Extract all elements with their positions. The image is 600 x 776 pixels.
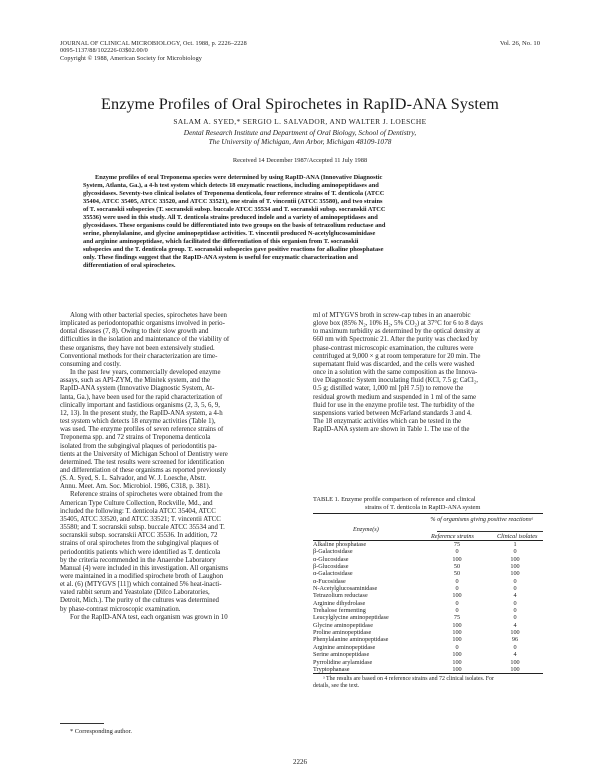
volume-label: Vol. 26, No. 10 (499, 40, 540, 47)
text-line: phase-contrast microscopic examination, the cultures were (313, 344, 474, 352)
text-line: strains of oral spirochetes from the subgingival plaques of (60, 540, 219, 548)
journal-citation: JOURNAL OF CLINICAL MICROBIOLOGY, Oct. 1988, p. 2226–2228 (60, 40, 247, 47)
text-line: were maintained in a modified spirochete broth of Laughon (60, 573, 224, 580)
reference-value: 100 (452, 555, 462, 563)
clinical-value: 100 (510, 570, 520, 578)
clinical-value: 4 (513, 651, 517, 659)
clinical-value: 0 (513, 614, 517, 622)
text-line: and arginine aminopeptidase, which facilitated the differentiation of this organism from T. socranskii (83, 237, 359, 245)
table-row (313, 659, 543, 666)
text-line: glycosidases. These organisms could be differentiated into two groups on the basis of tetrazolium reductase and (83, 221, 386, 229)
clinical-value: 100 (510, 658, 520, 666)
text-line: lanta, Ga.), have been used for the rapid characterization of (60, 393, 223, 401)
enzyme-name: α-Glucosidase (313, 555, 349, 563)
text-line: 12, 13). In the present study, the RapID-ANA system, a 4-h (60, 409, 223, 417)
enzyme-name: Glycine aminopeptidase (313, 621, 373, 629)
body-column-right (313, 312, 543, 434)
text-line: tive Diagnostic System inoculating fluid (KCl, 7.5 g; CaCl₂, (313, 377, 478, 385)
article-title: Enzyme Profiles of Oral Spirochetes in RapID-ANA System (101, 95, 499, 113)
reference-value: 100 (452, 658, 462, 666)
reference-value: 0 (455, 548, 459, 556)
reference-value: 75 (453, 614, 461, 622)
enzyme-name: Serine aminopeptidase (313, 651, 370, 659)
clinical-value: 96 (511, 636, 519, 644)
table-footnote (313, 674, 543, 690)
table-row (313, 607, 543, 614)
text-line: included the following: T. denticola ATCC 35404, ATCC (60, 507, 216, 515)
text-line: Treponema spp. and 72 strains of Treponema denticola (60, 434, 211, 442)
text-line: RapID-ANA system are shown in Table 1. The use of the (313, 426, 470, 434)
table-caption (313, 496, 543, 511)
enzyme-name: Pyrrolidine arylamidase (313, 658, 373, 666)
text-line: test system which detects 18 enzyme activities (Table 1), (60, 418, 216, 426)
reference-value: 100 (452, 621, 462, 629)
table-caption-line: strains of T. denticola in RapID-ANA system (365, 503, 481, 511)
reference-value: 100 (452, 592, 462, 600)
corresponding-author-note: * Corresponding author. (70, 728, 132, 735)
text-line: 0.5 g; distilled water, 1,000 ml [pH 7.5]) to remove the (313, 385, 464, 393)
text-line: Conventional methods for their characterization are time- (60, 352, 218, 360)
text-line: ml of MTYGVS broth in screw-cap tubes in an anaerobic (313, 312, 471, 319)
reference-value: 75 (453, 541, 461, 548)
enzyme-name: α-Fucosidase (313, 577, 346, 585)
text-line: only. These findings suggest that the RapID-ANA system is useful for enzymatic characterization and (83, 253, 358, 261)
affiliation (0, 129, 600, 146)
enzyme-name: Arginine aminopeptidase (313, 643, 376, 651)
footnote-rule (60, 723, 104, 724)
text-line: of T. socranskii subspecies (T. socranskii subsp. buccale ATCC 35534 and T. socranskii subsp. socranskii ATCC (83, 205, 386, 213)
text-line: For the RapID-ANA test, each organism was grown in 10 (70, 613, 228, 621)
table-row (313, 666, 543, 673)
abstract (83, 174, 519, 270)
text-line: 660 nm with Spectronic 21. After the purity was checked by (313, 336, 478, 344)
text-line: glove box (85% N₂, 10% H₂, 5% CO₂) at 37°C for 6 to 8 days (313, 320, 483, 328)
clinical-value: 4 (513, 592, 517, 600)
clinical-value: 100 (510, 563, 520, 571)
enzyme-name: Proline aminopeptidase (313, 629, 372, 637)
text-line: supernatant fluid was discarded, and the cells were washed (313, 360, 475, 368)
text-line: these organisms, they have not been extensively studied. (60, 344, 215, 352)
text-line: 35405, ATCC 33520, and ATCC 33521; T. vincentii ATCC (60, 515, 221, 523)
table-row (313, 578, 543, 585)
enzyme-name: Tryptophanase (313, 665, 350, 673)
clinical-value: 0 (513, 577, 517, 585)
table-row (313, 548, 543, 555)
enzyme-name: β-Galactosidase (313, 548, 353, 556)
text-line: centrifuged at 9,000 × g at room temperature for 20 min. The (313, 352, 481, 360)
text-line: isolated from the subgingival plaques of periodontitis pa- (60, 442, 217, 450)
enzyme-name: α-Galactosidase (313, 570, 353, 578)
affiliation-line: The University of Michigan, Ann Arbor, Michigan 48109-1078 (208, 136, 392, 146)
page-number: 2226 (293, 758, 307, 766)
copyright-line: Copyright © 1988, American Society for Microbiology (60, 54, 202, 62)
text-line: dontal diseases (7, 8). Owing to their slow growth and (60, 328, 209, 336)
table-row (313, 636, 543, 643)
table-row (313, 629, 543, 636)
clinical-value: 4 (513, 621, 517, 629)
text-line: glycosidases. Seventy-two clinical isolates of Treponema denticola, four reference strains of T. denticola (ATCC (83, 189, 385, 197)
text-line: assays, such as API-ZYM, the Minitek system, and the (60, 377, 210, 385)
table-footnote-line: details, see the text. (313, 683, 360, 690)
text-line: System, Atlanta, Ga.), a 4-h test system which detects 18 enzymatic reactions, including aminopeptidases and (83, 181, 379, 189)
text-line: 35580; and T. socranskii subsp. buccale ATCC 35534 and T. (60, 524, 225, 532)
text-line: suspensions varied between McFarland standards 3 and 4. (313, 409, 472, 417)
reference-value: 50 (453, 570, 461, 578)
text-line: Along with other bacterial species, spirochetes have been (70, 312, 227, 319)
text-line: 35536) were used in this study. All T. denticola strains produced indole and a variety of aminopeptidases and (83, 213, 378, 221)
table-footnote-line: ᵃ The results are based on 4 reference strains and 72 clinical isolates. For (323, 676, 494, 683)
enzyme-name: Arginine dihydrolase (313, 599, 366, 607)
text-line: socranskii subsp. socranskii ATCC 35536. In addition, 72 (60, 532, 218, 540)
reference-value: 0 (455, 599, 459, 607)
table-row (313, 541, 543, 548)
table-row (313, 600, 543, 607)
text-line: Manual (4) were included in this investigation. All organisms (60, 564, 229, 572)
body-column-left (60, 312, 296, 622)
text-line: tients at the University of Michigan School of Dentistry were (60, 450, 228, 458)
enzyme-name: Trehalose fermenting (313, 607, 366, 615)
text-line: In the past few years, commercially developed enzyme (70, 369, 221, 377)
clinical-value: 0 (513, 548, 517, 556)
enzyme-table (313, 513, 543, 690)
text-line: difficulties in the isolation and maintenance of the viability of (60, 336, 230, 344)
text-line: consuming and costly. (60, 360, 121, 368)
clinical-value: 0 (513, 599, 517, 607)
header-subrule (437, 531, 543, 532)
table-header (313, 514, 543, 540)
table-body (313, 541, 543, 673)
text-line: was used. The enzyme profiles of seven reference strains of (60, 426, 224, 434)
table-row (313, 651, 543, 658)
text-line: by the criteria recommended in the Anaerobe Laboratory (60, 556, 216, 564)
clinical-value: 0 (513, 585, 517, 593)
reference-value: 0 (455, 643, 459, 651)
reference-value: 0 (455, 585, 459, 593)
column-header-span: % of organisms giving positive reactionsᵃ (430, 516, 534, 523)
enzyme-name: Leucylglycine aminopeptidase (313, 614, 389, 622)
text-line: clinically important and fastidious organisms (2, 3, 5, 6, 9, (60, 401, 220, 409)
text-line: determined. The test results were screened for identification (60, 458, 225, 466)
table-row (313, 563, 543, 570)
text-line: implicated as periodontopathic organisms involved in perio- (60, 320, 225, 328)
received-dates: Received 14 December 1987/Accepted 11 July 1988 (232, 157, 368, 164)
reference-value: 0 (455, 607, 459, 615)
table-row (313, 644, 543, 651)
reference-value: 100 (452, 636, 462, 644)
clinical-value: 100 (510, 665, 520, 673)
table-caption-line: TABLE 1. Enzyme profile comparison of reference and clinical (313, 496, 476, 503)
text-line: The 18 enzymatic activities which can be tested in the (313, 418, 462, 426)
reference-value: 100 (452, 665, 462, 673)
column-header-clinical: Clinical isolates (497, 533, 538, 540)
text-line: Annu. Meet. Am. Soc. Microbiol. 1986, C318, p. 381). (60, 483, 211, 491)
text-line: (S. A. Syed, S. L. Salvador, and W. J. Loesche, Abstr. (60, 475, 207, 483)
text-line: subspecies and the T. denticola group. T. socranskii subspecies gave positive reactions for alkaline phosphatase (83, 245, 384, 253)
text-line: 35404, ATCC 35405, ATCC 33520, and ATCC 33521), one strain of T. vincentii (ATCC 35580), and two strains (83, 197, 383, 205)
enzyme-name: N-Acetylglucosaminidase (313, 585, 378, 593)
reference-value: 0 (455, 577, 459, 585)
table-row (313, 585, 543, 592)
text-line: once in a solution with the same composition as the Innova- (313, 369, 478, 377)
clinical-value: 1 (513, 541, 517, 548)
affiliation-line: Dental Research Institute and Department of Oral Biology, School of Dentistry, (183, 128, 417, 137)
article-code: 0095-1137/88/102226-03$02.00/0 (60, 47, 148, 55)
text-line: RapID-ANA system (Innovative Diagnostic System, At- (60, 385, 215, 393)
text-line: American Type Culture Collection, Rockville, Md., and (60, 499, 213, 507)
text-line: Detroit, Mich.). The purity of the cultures was determined (60, 597, 219, 605)
column-header-enzyme: Enzyme(s) (353, 526, 379, 533)
clinical-value: 0 (513, 643, 517, 651)
text-line: serine, phenylalanine, and glycine aminopeptidase activities. T. vincentii produced N-acetylglucosaminidase (83, 229, 376, 237)
text-line: and differentiation of these organisms as reported previously (60, 466, 227, 474)
enzyme-name: Tetrazolium reductase (313, 592, 368, 600)
running-header (60, 40, 247, 62)
table-row (313, 570, 543, 577)
table-row (313, 622, 543, 629)
text-line: by phase-contrast microscopic examination. (60, 605, 181, 613)
table-row (313, 556, 543, 563)
reference-value: 100 (452, 629, 462, 637)
clinical-value: 100 (510, 629, 520, 637)
text-line: et al. (6) (MTYGVS [11]) which contained 5% heat-inacti- (60, 581, 222, 589)
text-line: Enzyme profiles of oral Treponema species were determined by using RapID-ANA (Innovative Diagnostic (95, 174, 383, 181)
table-row (313, 614, 543, 621)
enzyme-name: β-Glucosidase (313, 563, 349, 571)
reference-value: 100 (452, 651, 462, 659)
author-list: SALAM A. SYED,* SERGIO L. SALVADOR, AND WALTER J. LOESCHE (173, 117, 427, 126)
reference-value: 50 (453, 563, 461, 571)
column-header-reference: Reference strains (431, 533, 474, 540)
text-line: periodontitis patients which were identified as T. denticola (60, 548, 221, 556)
text-line: differentiation of oral spirochetes. (83, 261, 176, 269)
enzyme-name: Phenylalanine aminopeptidase (313, 636, 389, 644)
text-line: fluid for use in the enzyme profile test. The turbidity of the (313, 401, 475, 409)
clinical-value: 100 (510, 555, 520, 563)
enzyme-name: Alkaline phosphatase (313, 541, 367, 548)
text-line: Reference strains of spirochetes were obtained from the (70, 491, 223, 499)
text-line: to maximum turbidity as determined by the optical density at (313, 328, 481, 336)
text-line: residual growth medium and suspended in 1 ml of the same (313, 393, 477, 401)
text-line: vated rabbit serum and Yeastolate (Difco Laboratories, (60, 589, 210, 597)
table-row (313, 592, 543, 599)
clinical-value: 0 (513, 607, 517, 615)
